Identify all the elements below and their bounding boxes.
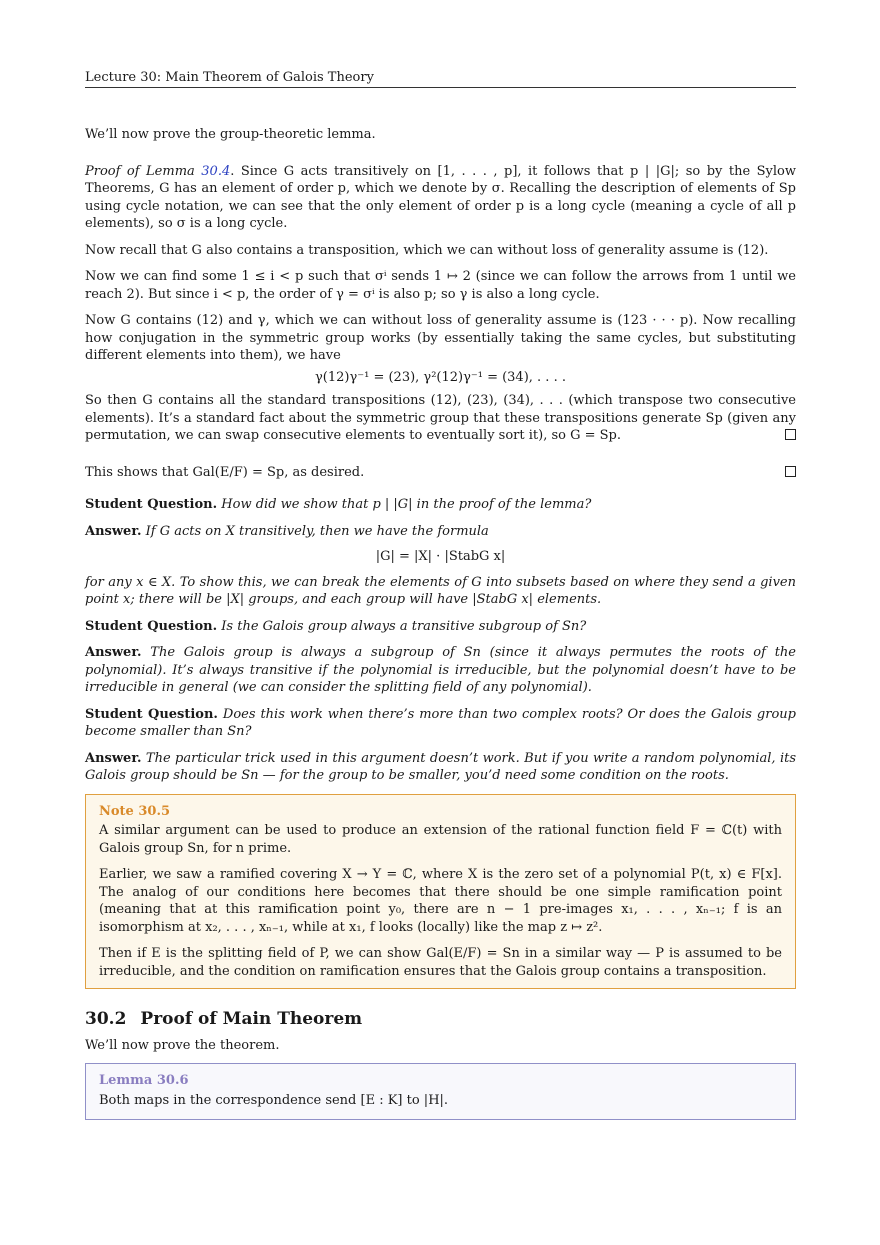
- note-box: [85, 794, 796, 990]
- answer-text: If G acts on X transitively, then we have the formula: [145, 523, 489, 539]
- section-intro: We’ll now prove the theorem.: [85, 1037, 280, 1053]
- answer-text: The particular trick used in this argument doesn’t work. But if you write a random polynomial, its Galois group should be Sn — for the group to be smaller, you’d need some condition on the roots.: [85, 750, 796, 783]
- running-head: Lecture 30: Main Theorem of Galois Theory: [85, 70, 796, 88]
- content: [85, 126, 796, 1120]
- note-title: Note 30.5: [99, 803, 171, 819]
- question-label: Student Question.: [85, 497, 218, 512]
- answer-text: The Galois group is always a subgroup of Sn (since it always permutes the roots of the polynomial). It’s always transitive if the polynomial is irreducible, but the polynomial doesn’t have to be irreducible in general (we can consider the splitting field of any polynomial).: [85, 645, 796, 695]
- proof-text-5: So then G contains all the standard transpositions (12), (23), (34), . . . (which transpose two consecutive elements). It’s a standard fact about the symmetric group that these transpositions generate Sp (given any permutation, we can swap consecutive elements to eventually sort it), so G = Sp.: [85, 393, 796, 443]
- lemma-title: Lemma 30.6: [99, 1073, 189, 1088]
- question-text: Is the Galois group always a transitive subgroup of Sn?: [221, 618, 587, 634]
- qed-box-icon: [785, 427, 796, 445]
- proof-paragraph-4: Now G contains (12) and γ, which we can without loss of generality assume is (123 · · · p). Now recalling how conjugation in the symmetric group works (by essentially taking the same cycles, but substituting different elements into them), we have: [85, 313, 796, 363]
- answer-label: Answer.: [85, 523, 142, 539]
- equation-orbit-stabilizer: |G| = |X| · |StabG x|: [375, 549, 506, 564]
- note-paragraph-2: Earlier, we saw a ramified covering X → Y = ℂ, where X is the zero set of a polynomial P(t, x) ∈ F[x]. The analog of our conditions here becomes that there should be one simple ramification point (meaning that at this ramification point y₀, there are n − 1 pre-images x₁, . . . , xₙ₋₁; f is an isomorphism at x₂, . . . , xₙ₋₁, while at x₁, f looks (locally) like the map z ↦ z².: [99, 867, 782, 935]
- lemma-text: Both maps in the correspondence send [E : K] to |H|.: [99, 1092, 449, 1108]
- proof-paragraph-3: Now we can find some 1 ≤ i < p such that σⁱ sends 1 ↦ 2 (since we can follow the arrows from 1 until we reach 2). But since i < p, the order of γ = σⁱ is also p; so γ is also a long cycle.: [85, 269, 796, 302]
- section-heading: [85, 1011, 796, 1029]
- proof-paragraph-2: Now recall that G also contains a transposition, which we can without loss of generality assume is (12).: [85, 242, 769, 258]
- student-question-2: [85, 618, 796, 636]
- answer-2: [85, 644, 796, 697]
- note-paragraph-1: A similar argument can be used to produce an extension of the rational function field F = ℂ(t) with Galois group Sn, for n prime.: [99, 823, 782, 856]
- answer-label: Answer.: [85, 750, 142, 766]
- question-text: How did we show that p | |G| in the proof of the lemma?: [221, 497, 592, 512]
- proof-text-1: . Since G acts transitively on [1, . . . , p], it follows that p | |G|; so by the Sylow Theorems, G has an element of order p, which we denote by σ. Recalling the description of elements of Sp using cycle notation, we can see that the only element of order p is a long cycle (meaning a cycle of all p elements), so σ is a long cycle.: [85, 163, 797, 231]
- question-text: Does this work when there’s more than two complex roots? Or does the Galois group become smaller than Sn?: [85, 706, 796, 739]
- section-number: 30.2: [85, 1009, 127, 1029]
- student-question-1: [85, 496, 796, 514]
- conclusion-paragraph: [85, 464, 796, 482]
- qed-box-icon: [785, 464, 796, 482]
- answer-3: [85, 750, 796, 785]
- note-paragraph-3: Then if E is the splitting field of P, we can show Gal(E/F) = Sn in a similar way — P is assumed to be irreducible, and the condition on ramification ensures that the Galois group contains a transposition.: [99, 946, 782, 979]
- lemma-ref-link[interactable]: 30.4: [201, 163, 231, 179]
- conclusion-text: This shows that Gal(E/F) = Sp, as desired.: [85, 464, 365, 480]
- proof-paragraph-5: [85, 392, 796, 445]
- student-question-3: [85, 706, 796, 741]
- answer-1: [85, 523, 796, 541]
- section-title: Proof of Main Theorem: [140, 1009, 363, 1029]
- proof-paragraph-1: [85, 163, 796, 233]
- answer-label: Answer.: [85, 645, 142, 660]
- intro-paragraph: We’ll now prove the group-theoretic lemma.: [85, 127, 376, 142]
- question-label: Student Question.: [85, 706, 218, 722]
- question-label: Student Question.: [85, 618, 218, 634]
- answer-1-continued: for any x ∈ X. To show this, we can break the elements of G into subsets based on where they send a given point x; there will be |X| groups, and each group will have |StabG x| elements.: [85, 574, 796, 607]
- proof-label: Proof of Lemma: [85, 163, 195, 179]
- lemma-box: [85, 1063, 796, 1120]
- equation-conjugation: γ(12)γ⁻¹ = (23), γ²(12)γ⁻¹ = (34), . . . .: [315, 369, 566, 385]
